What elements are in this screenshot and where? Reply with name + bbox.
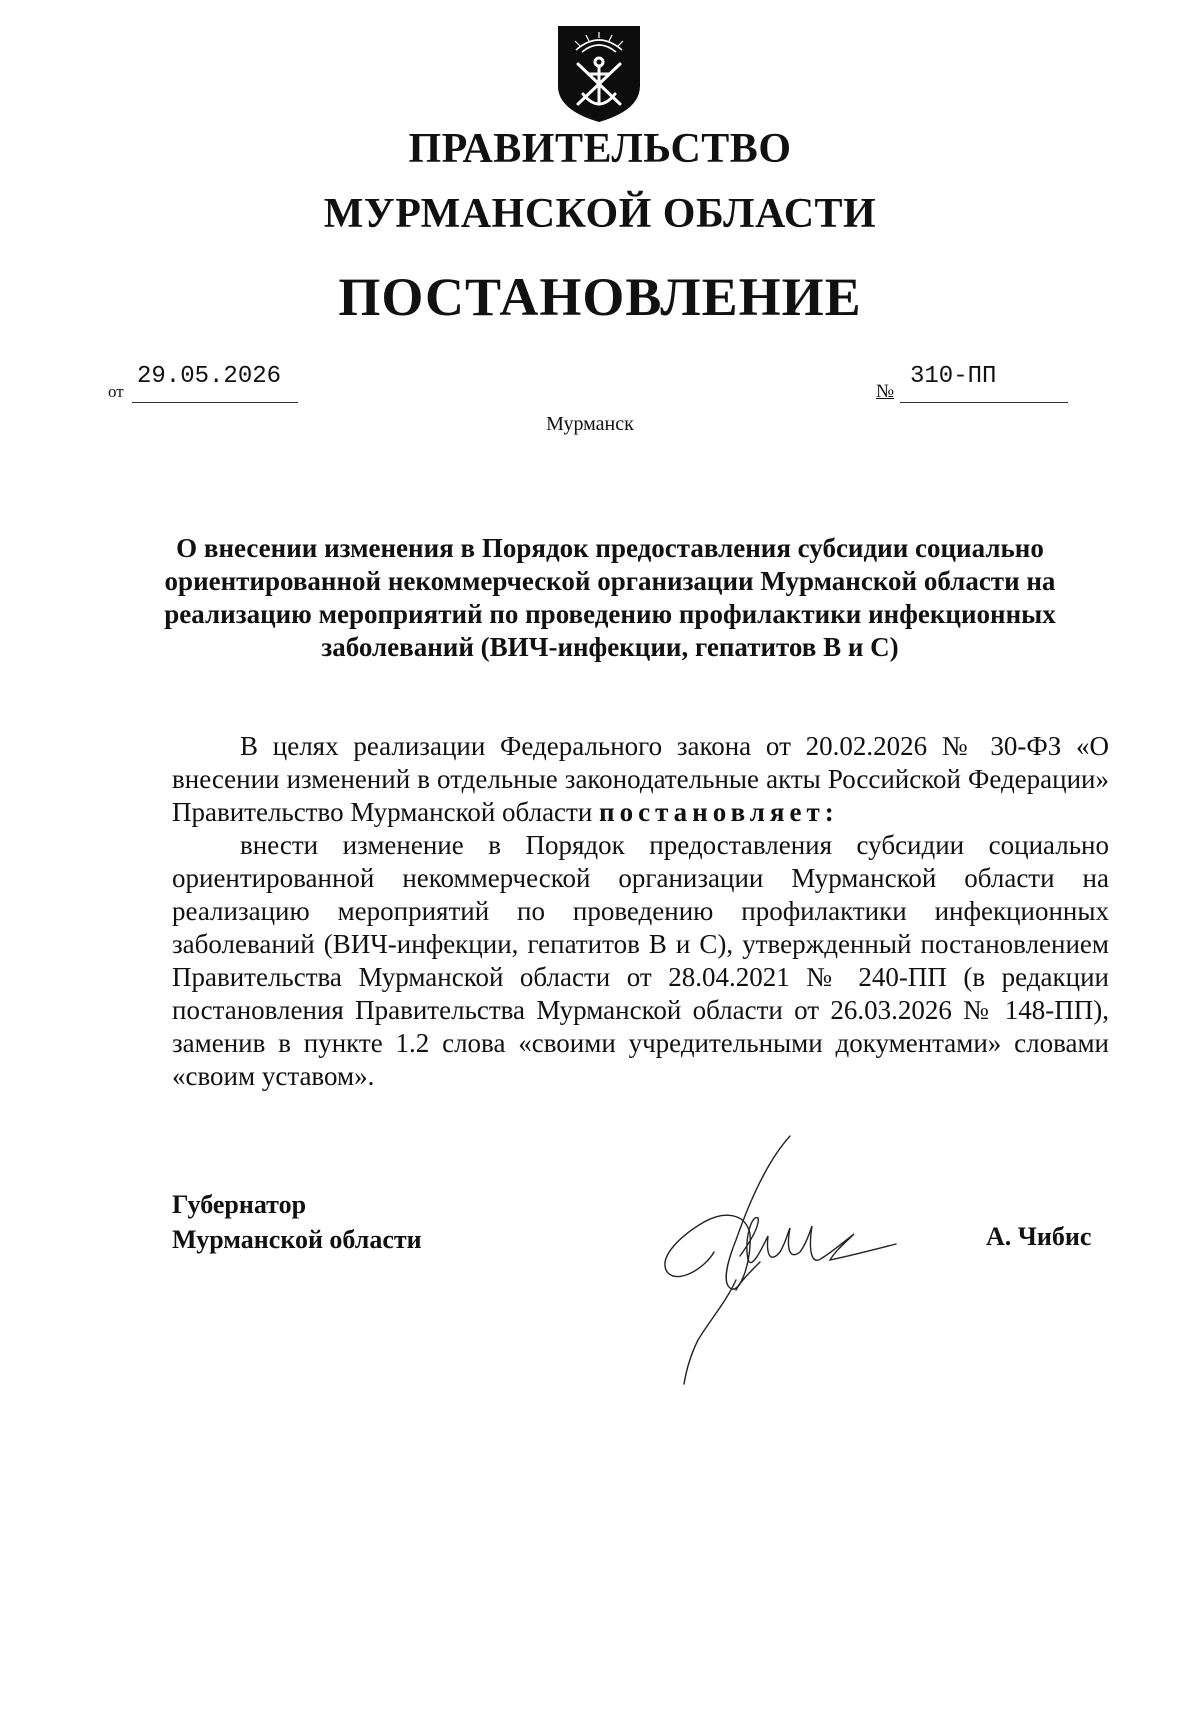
- date-label: от: [108, 382, 124, 401]
- document-body: [172, 730, 1109, 1093]
- document-type-title: ПОСТАНОВЛЕНИЕ: [338, 267, 862, 327]
- resolves-word: постановляет:: [599, 797, 839, 827]
- government-name-line2: МУРМАНСКОЙ ОБЛАСТИ: [323, 191, 877, 237]
- number-label: №: [876, 381, 895, 402]
- number-underline: [900, 402, 1068, 403]
- subject-line: реализацию мероприятий по проведению профилактики инфекционных: [164, 599, 1056, 629]
- date-underline: [132, 402, 298, 403]
- murmansk-coat-of-arms-icon: [556, 24, 642, 124]
- preamble-text: В целях реализации Федерального закона от 20.02.2026 № 30-ФЗ «О внесении изменений в отдельные законодательные акты Российской Федерации» Правительство Мурманской области: [172, 731, 1109, 827]
- subject-line: ориентированной некоммерческой организации Мурманской области на: [164, 566, 1056, 596]
- subject-line: О внесении изменения в Порядок предоставления субсидии социально: [176, 533, 1044, 563]
- operative-paragraph: внести изменение в Порядок предоставления субсидии социально ориентированной некоммерческой организации Мурманской области на реализацию мероприятий по проведению профилактики инфекционных заболеваний (ВИЧ-инфекции, гепатитов В и С), утвержденный постановлением Правительства Мурманской области от 28.04.2021 № 240-ПП (в редакции постановления Правительства Мурманской области от 26.03.2026 № 148-ПП), заменив в пункте 1.2 слова «своими учредительными документами» словами «своим уставом».: [172, 830, 1109, 1091]
- signer-title-line1: Губернатор: [172, 1190, 307, 1219]
- signer-title-line2: Мурманской области: [172, 1225, 422, 1254]
- subject-line: заболеваний (ВИЧ-инфекции, гепатитов В и С): [321, 632, 899, 662]
- document-subject: [120, 532, 1100, 664]
- handwritten-signature: [640, 1130, 920, 1410]
- city-name: Мурманск: [546, 413, 634, 435]
- signer-title: [172, 1187, 422, 1257]
- government-name-line1: ПРАВИТЕЛЬСТВО: [408, 126, 792, 172]
- preamble-paragraph: [172, 730, 1109, 829]
- signer-name: А. Чибис: [986, 1222, 1092, 1251]
- document-number: 310-ПП: [910, 363, 997, 390]
- document-date: 29.05.2026: [137, 363, 282, 390]
